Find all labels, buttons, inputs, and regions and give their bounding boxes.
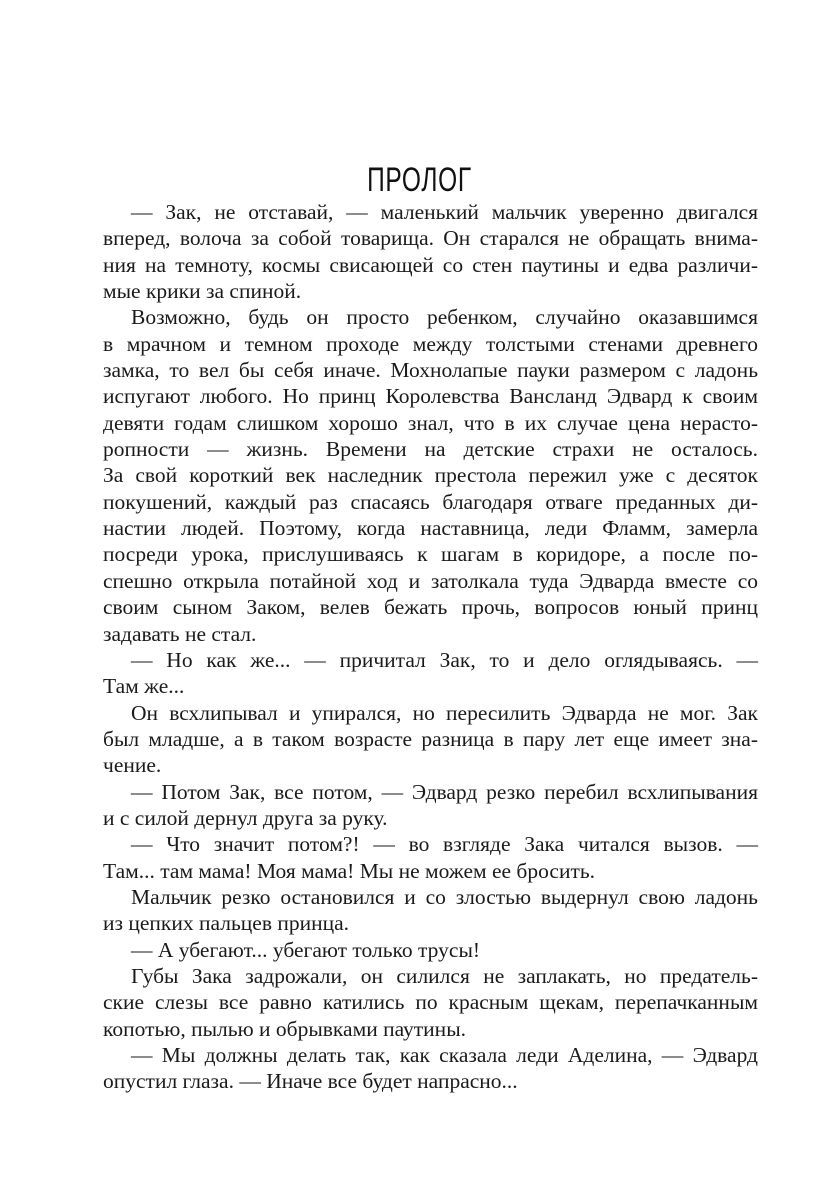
- text-line: Губы Зака задрожали, он силился не заплакать, но предатель-: [131, 963, 758, 988]
- text-line: ния на темноту, космы свисающей со стен паутины и едва различи-: [103, 252, 758, 277]
- text-line: Возможно, будь он просто ребенком, случайно оказавшимся: [131, 305, 758, 330]
- text-line: Мальчик резко остановился и со злостью выдернул свою ладонь: [131, 884, 758, 909]
- text-line: вперед, волоча за собой товарища. Он старался не обращать внима-: [103, 226, 758, 251]
- text-line: замка, то вел бы себя иначе. Мохнолапые пауки размером с ладонь: [103, 358, 758, 383]
- text-line: испугают любого. Но принц Королевства Вансланд Эдвард к своим: [103, 384, 758, 409]
- text-line: Там... там мама! Моя мама! Мы не можем ее бросить.: [103, 858, 596, 883]
- text-line: ские слезы все равно катились по красным щекам, перепачканным: [103, 990, 758, 1015]
- text-line: девяти годам слишком хорошо знал, что в их случае цена нерасто-: [103, 410, 758, 435]
- text-line: Там же...: [103, 674, 185, 699]
- text-line: был младше, а в таком возрасте разница в пару лет еще имеет зна-: [103, 726, 758, 751]
- text-line: своим сыном Заком, велев бежать прочь, вопросов юный принц: [103, 595, 758, 620]
- text-line: копотью, пылью и обрывками паутины.: [103, 1016, 467, 1041]
- text-line: — Но как же... — причитал Зак, то и дело оглядываясь. —: [131, 647, 758, 672]
- text-line: покушений, каждый раз спасаясь благодаря отваге преданных ди-: [103, 489, 758, 514]
- text-line: и с силой дернул друга за руку.: [103, 805, 388, 830]
- text-line: в мрачном и темном проходе между толстыми стенами древнего: [103, 331, 758, 356]
- text-line: спешно открыла потайной ход и затолкала туда Эдварда вместе со: [103, 568, 758, 593]
- text-line: — Зак, не отставай, — маленький мальчик уверенно двигался: [131, 200, 758, 224]
- text-line: За свой короткий век наследник престола пережил уже с десяток: [103, 463, 758, 488]
- text-line: ропности — жизнь. Времени на детские страхи не осталось.: [103, 437, 758, 462]
- body-text: [103, 199, 758, 1095]
- text-line: опустил глаза. — Иначе все будет напрасно...: [103, 1069, 518, 1094]
- text-line: задавать не стал.: [103, 621, 257, 646]
- text-line: Он всхлипывал и упирался, но пересилить Эдварда не мог. Зак: [131, 700, 758, 725]
- text-line: чение.: [103, 753, 162, 778]
- chapter-title: ПРОЛОГ: [367, 160, 472, 199]
- text-line: — Что значит потом?! — во взгляде Зака читался вызов. —: [131, 832, 758, 857]
- text-line: — А убегают... убегают только трусы!: [131, 937, 481, 962]
- text-line: из цепких пальцев принца.: [103, 911, 350, 936]
- text-line: посреди урока, прислушиваясь к шагам в коридоре, а после по-: [103, 542, 758, 567]
- text-line: — Мы должны делать так, как сказала леди Аделина, — Эдвард: [131, 1043, 758, 1067]
- text-line: мые крики за спиной.: [103, 279, 302, 304]
- text-line: настии людей. Поэтому, когда наставница, леди Фламм, замерла: [103, 516, 758, 541]
- text-line: — Потом Зак, все потом, — Эдвард резко перебил всхлипывания: [131, 779, 758, 804]
